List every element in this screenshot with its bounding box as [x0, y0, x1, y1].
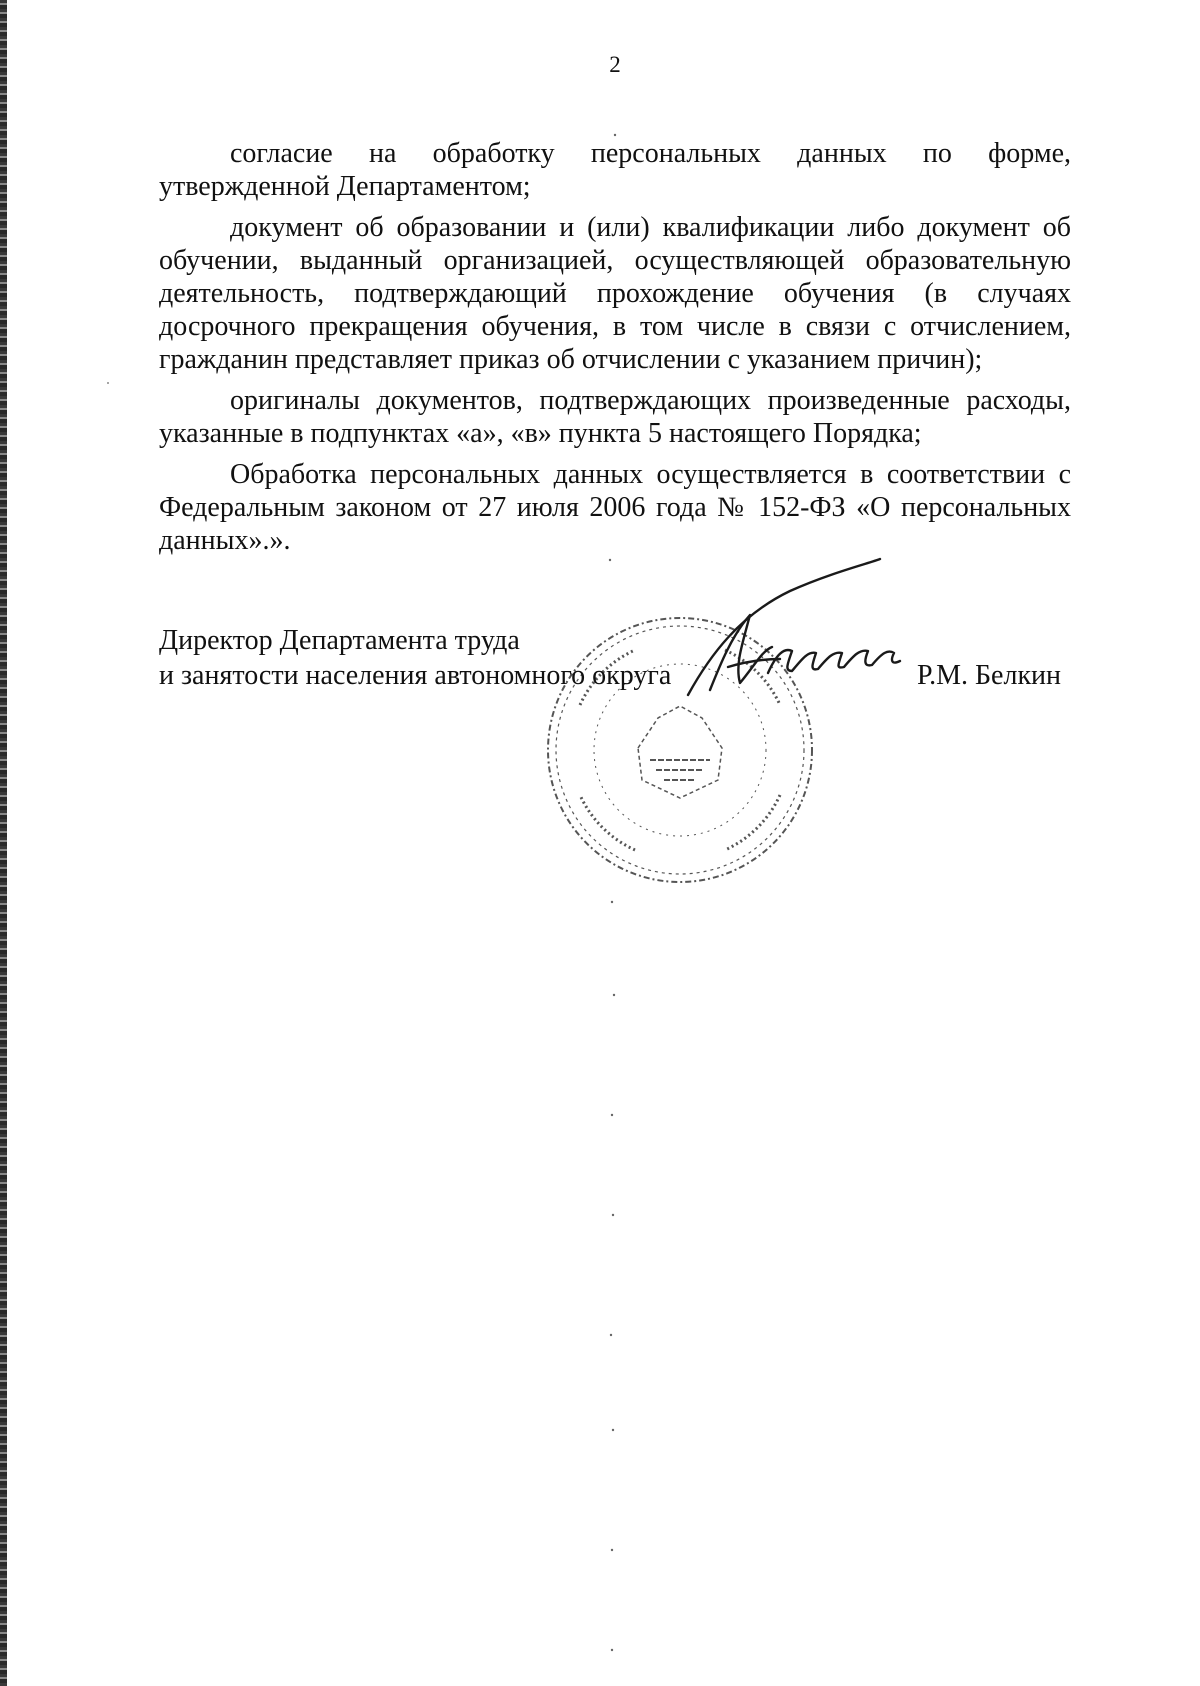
signatory-title-line-2: и занятости населения автономного округа: [159, 660, 672, 691]
document-body: [159, 137, 1071, 565]
signatory-title: [159, 623, 671, 693]
handwritten-signature: [680, 555, 920, 700]
scan-edge: [0, 0, 7, 1686]
paragraph: документ об образовании и (или) квалификации либо документ об обучении, выданный организацией, осуществляющей образовательную деятельность, подтверждающий прохождение обучения (в случаях досрочного прекращения обучения, в том числе в связи с отчислением, гражданин представляет приказ об отчислении с указанием причин);: [159, 212, 1071, 375]
signatory-title-line-1: Директор Департамента труда: [159, 625, 520, 656]
page-number: 2: [609, 52, 621, 77]
paragraph: Обработка персональных данных осуществляется в соответствии с Федеральным законом от 27 июля 2006 года № 152-ФЗ «О персональных данных».».: [159, 459, 1071, 556]
paragraph: оригиналы документов, подтверждающих произведенные расходы, указанные в подпунктах «а», «в» пункта 5 настоящего Порядка;: [159, 385, 1071, 449]
paragraph: согласие на обработку персональных данных по форме, утвержденной Департаментом;: [159, 138, 1071, 202]
signatory-name: Р.М. Белкин: [917, 660, 1062, 691]
